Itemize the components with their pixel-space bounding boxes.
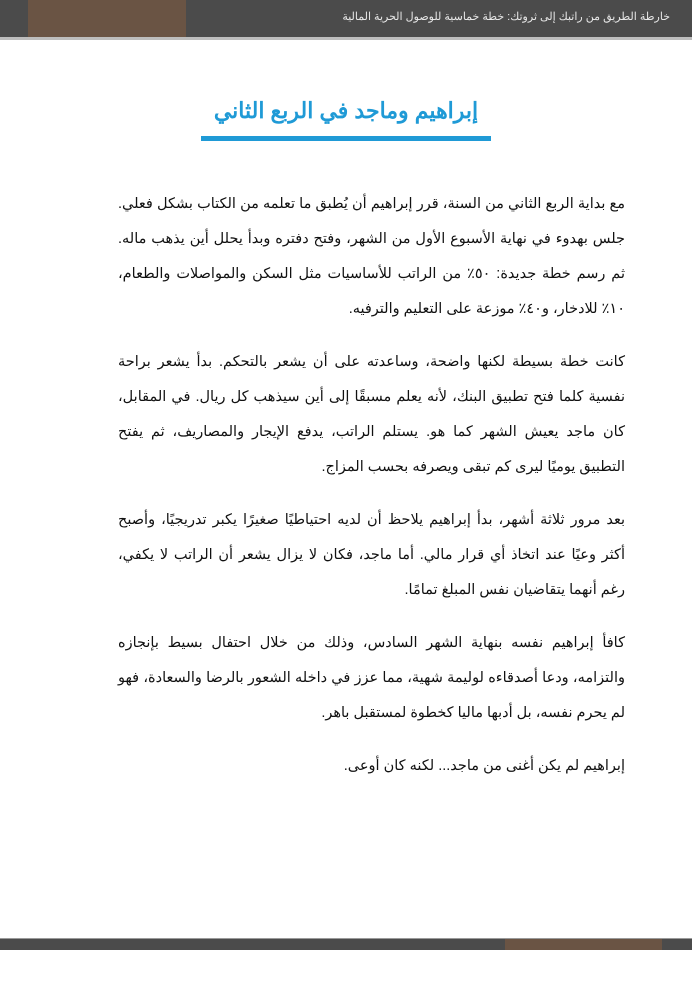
page-header-bar bbox=[0, 0, 692, 37]
header-shadow bbox=[0, 37, 692, 40]
running-title: خارطة الطريق من راتبك إلى ثروتك: خطة خماسية للوصول الحرية المالية bbox=[342, 11, 670, 23]
footer-accent-block bbox=[505, 939, 662, 950]
paragraph: مع بداية الربع الثاني من السنة، قرر إبراهيم أن يُطبق ما تعلمه من الكتاب بشكل فعلي. جلس بهدوء في نهاية الأسبوع الأول من الشهر، وفتح دفتره وبدأ يحلل أين يذهب ماله. ثم رسم خطة جديدة: ٥٠٪ من الراتب للأساسيات مثل السكن والمواصلات والطعام، ١٠٪ للادخار، و٤٠٪ موزعة على التعليم والترفيه. bbox=[118, 196, 625, 317]
paragraph: بعد مرور ثلاثة أشهر، بدأ إبراهيم يلاحظ أن لديه احتياطيًا صغيرًا يكبر تدريجيًا، وأصبح أكثر وعيًا عند اتخاذ أي قرار مالي. أما ماجد، فكان لا يزال يشعر أن الراتب لا يكفي، رغم أنهما يتقاضيان نفس المبلغ تمامًا. bbox=[118, 512, 625, 598]
chapter-title: إبراهيم وماجد في الربع الثاني bbox=[213, 98, 479, 123]
page-footer-bar bbox=[0, 938, 692, 950]
paragraph: كافأ إبراهيم نفسه بنهاية الشهر السادس، وذلك من خلال احتفال بسيط بإنجازه والتزامه، ودعا أصدقاءه لوليمة شهية، مما عزز في داخله الشعور بالرضا والسعادة، فهو لم يحرم نفسه، بل أدبها ماليا كخطوة لمستقبل باهر. bbox=[118, 635, 625, 721]
title-underline bbox=[201, 136, 491, 141]
paragraph: إبراهيم لم يكن أغنى من ماجد... لكنه كان أوعى. bbox=[343, 758, 625, 774]
header-accent-block bbox=[28, 0, 186, 37]
paragraph: كانت خطة بسيطة لكنها واضحة، وساعدته على أن يشعر بالتحكم. بدأ يشعر براحة نفسية كلما فتح تطبيق البنك، لأنه يعلم مسبقًا إلى أين سيذهب كل ريال. في المقابل، كان ماجد يعيش الشهر كما هو. يستلم الراتب، يدفع الإيجار والمصاريف، ثم يفتح التطبيق يوميًا ليرى كم تبقى ويصرفه بحسب المزاج. bbox=[118, 354, 625, 475]
body-text bbox=[118, 187, 625, 802]
